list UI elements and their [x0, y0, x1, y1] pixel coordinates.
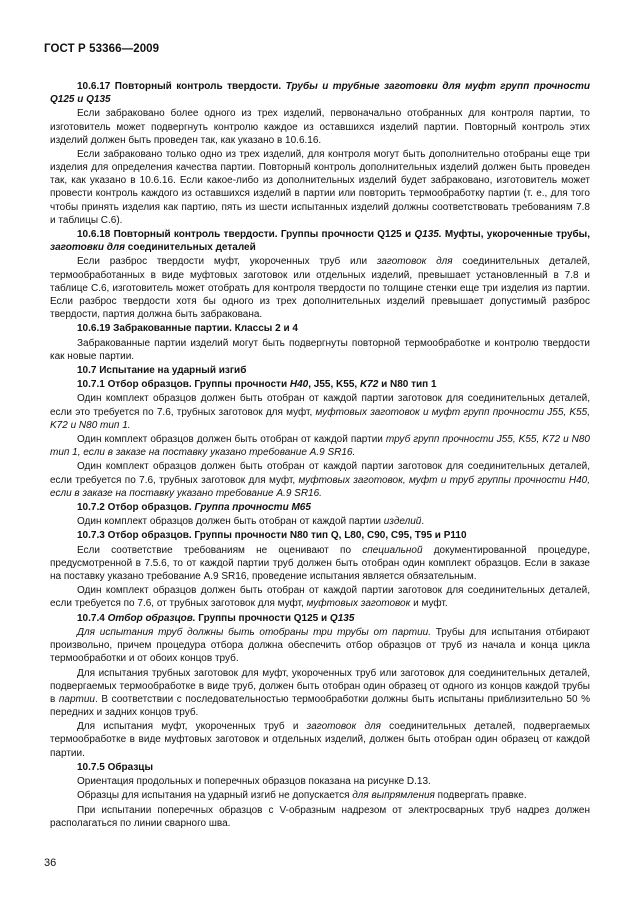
paragraph: Для испытания муфт, укороченных труб и заготовок для соединительных деталей, подвергаемых термообработке в виде муфтовых заготовок и отдельных изделий, должен быть отобран один образец от каждой партии. [50, 721, 591, 759]
paragraph: Образцы для испытания на ударный изгиб не допускается для выпрямления подвергать правке. [77, 790, 527, 802]
page-header: ГОСТ Р 53366—2009 [44, 43, 160, 55]
paragraph: Если разброс твердости муфт, укороченных труб или заготовок для соединительных деталей, термообработанных в виде муфтовых заготовок или отдельных изделий, превышает установленный в 7.8 и таблице С.6, изготовитель может отобрать для контроля твердости по толщине стенки еще три изделия из партии. Если разброс твердости хотя бы одного из трех дополнительных изделий превышает допустимый разброс твердости, партия должна быть забракована. [50, 256, 590, 321]
paragraph: При испытании поперечных образцов с V-образным надрезом от электросварных труб надрез должен располагаться по линии сварного шва. [50, 804, 590, 829]
section-10-7-3-heading: 10.7.3 Отбор образцов. Группы прочности N80 тип Q, L80, C90, C95, T95 и P110 [77, 530, 467, 542]
paragraph: Один комплект образцов должен быть отобран от каждой партии труб групп прочности J55, K55, K72 и N80 тип 1, если в заказе на поставку указано требование А.9 SR16. [50, 434, 590, 459]
paragraph: Для испытания труб должны быть отобраны три трубы от партии. Трубы для испытания отбирают произвольно, причем процедура отбора должна обеспечить отбор образцов от труб из начала и конца цикла термообработки и от обоих концов труб. [50, 626, 590, 665]
paragraph: Если соответствие требованиям не оценивают по специальной документированной процедуре, предусмотренной в 7.5.6, то от каждой партии труб должен быть отобран один комплект образцов. Если в заказе на поставку указано требование А.9 SR16, проведение испытания является обязательным. [50, 544, 590, 583]
section-10-7-1-heading: 10.7.1 Отбор образцов. Группы прочности H40, J55, K55, K72 и N80 тип 1 [77, 379, 437, 391]
document-body [50, 80, 590, 831]
paragraph: Для испытания трубных заготовок для муфт, укороченных труб или заготовок для соединительных деталей, подвергаемых термообработке в виде труб, должен быть отобран один образец от одного из концов каждой трубы в партии. В соответствии с последовательностью термообработки должны быть испытаны приблизительно 50 % передних и задних концов труб. [50, 667, 590, 718]
paragraph: Если забраковано только одно из трех изделий, для контроля могут быть дополнительно отобраны еще три изделия для определения качества партии. Повторный контроль дополнительных изделий должен быть проведен так, как указано в 10.6.16. Если какое-либо из дополнительных изделий будет забраковано, изготовитель может провести контроль каждого из оставшихся изделий в партии или повторить термообработку партии (т. е., для того чтобы принять изделия как партию, пять из шести испытанных изделий должны соответствовать требованиям 7.8 и таблицы С.6). [50, 148, 590, 226]
paragraph: Один комплект образцов должен быть отобран от каждой партии заготовок для соединительных деталей, если требуется по 7.6, трубных заготовок для муфт, муфтовых заготовок, муфт и труб группы прочности H40, если в заказе на поставку указано требование А.9 SR16. [50, 461, 590, 499]
page-number: 36 [44, 857, 57, 869]
section-10-7-heading: 10.7 Испытание на ударный изгиб [77, 364, 247, 376]
section-10-6-18-heading: 10.6.18 Повторный контроль твердости. Группы прочности Q125 и Q135. Муфты, укороченные трубы, заготовки для соединительных деталей [50, 229, 590, 254]
paragraph: Один комплект образцов должен быть отобран от каждой партии изделий. [77, 516, 425, 528]
paragraph: Один комплект образцов должен быть отобран от каждой партии заготовок для соединительных деталей, если это требуется по 7.6, трубных заготовок для муфт, муфтовых заготовок и муфт групп прочности J55, K55, K72 и N80 тип 1. [50, 393, 590, 431]
section-10-7-4-heading: 10.7.4 Отбор образцов. Группы прочности Q125 и Q135 [77, 612, 355, 624]
section-10-7-5-heading: 10.7.5 Образцы [77, 761, 153, 773]
section-10-6-19-heading: 10.6.19 Забракованные партии. Классы 2 и 4 [77, 323, 298, 335]
section-10-7-2-heading: 10.7.2 Отбор образцов. Группа прочности M65 [77, 501, 311, 513]
paragraph: Один комплект образцов должен быть отобран от каждой партии заготовок для соединительных деталей, если требуется по 7.6, от трубных заготовок для муфт, муфтовых заготовок и муфт. [50, 585, 590, 610]
paragraph: Ориентация продольных и поперечных образцов показана на рисунке D.13. [77, 776, 431, 788]
paragraph: Забракованные партии изделий могут быть подвергнуты повторной термообработке и контролю твердости как новые партии. [50, 337, 590, 362]
section-10-6-17-heading: 10.6.17 Повторный контроль твердости. Трубы и трубные заготовки для муфт групп прочности Q125 и Q135 [50, 81, 591, 106]
paragraph: Если забраковано более одного из трех изделий, первоначально отобранных для контроля партии, то изготовитель может подвергнуть контролю каждое из оставшихся изделий партии. Повторный контроль этих изделий должен быть проведен так, как указано в 10.6.16. [50, 108, 590, 146]
